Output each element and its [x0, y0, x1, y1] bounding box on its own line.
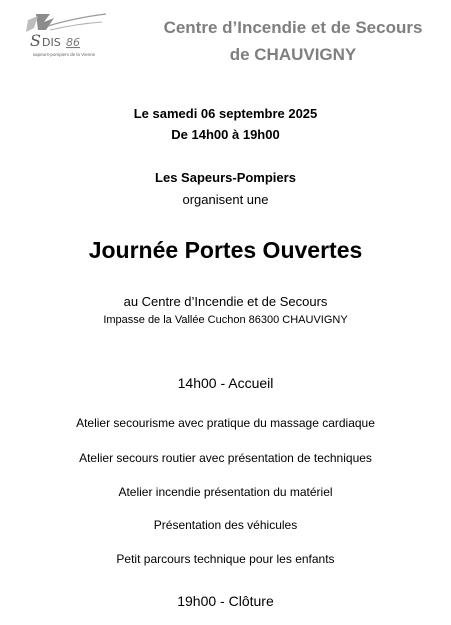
- activity-item: Présentation des véhicules: [153, 518, 298, 532]
- header-title: [140, 14, 446, 68]
- organizers-line: Les Sapeurs-Pompiers: [155, 170, 296, 185]
- logo-caption: sapeurs-pompiers de la Vienne: [32, 52, 96, 57]
- activity-item: Petit parcours technique pour les enfants: [116, 552, 335, 566]
- activity-item: Atelier secours routier avec présentation de techniques: [79, 451, 372, 465]
- date-line: Le samedi 06 septembre 2025: [133, 106, 318, 121]
- svg-text:86: 86: [66, 36, 80, 49]
- header-line-2: de CHAUVIGNY: [229, 45, 357, 64]
- activity-item: Atelier secourisme avec pratique du massage cardiaque: [76, 416, 375, 430]
- svg-text:DIS: DIS: [42, 36, 61, 49]
- time-range: De 14h00 à 19h00: [171, 127, 280, 142]
- location-address: Impasse de la Vallée Cuchon 86300 CHAUVIGNY: [103, 314, 348, 326]
- organizers-subline: organisent une: [182, 192, 269, 207]
- schedule-start: 14h00 - Accueil: [177, 375, 274, 391]
- header-line-1: Centre d’Incendie et de Secours: [163, 18, 423, 37]
- svg-text:S: S: [30, 31, 41, 50]
- schedule-end: 19h00 - Clôture: [177, 593, 274, 609]
- sdis-logo-graphic: [14, 8, 114, 52]
- activity-item: Atelier incendie présentation du matériel: [118, 485, 333, 499]
- location-line: au Centre d’Incendie et de Secours: [123, 294, 328, 309]
- event-title: Journée Portes Ouvertes: [88, 237, 363, 263]
- sdis-logo: [14, 8, 114, 60]
